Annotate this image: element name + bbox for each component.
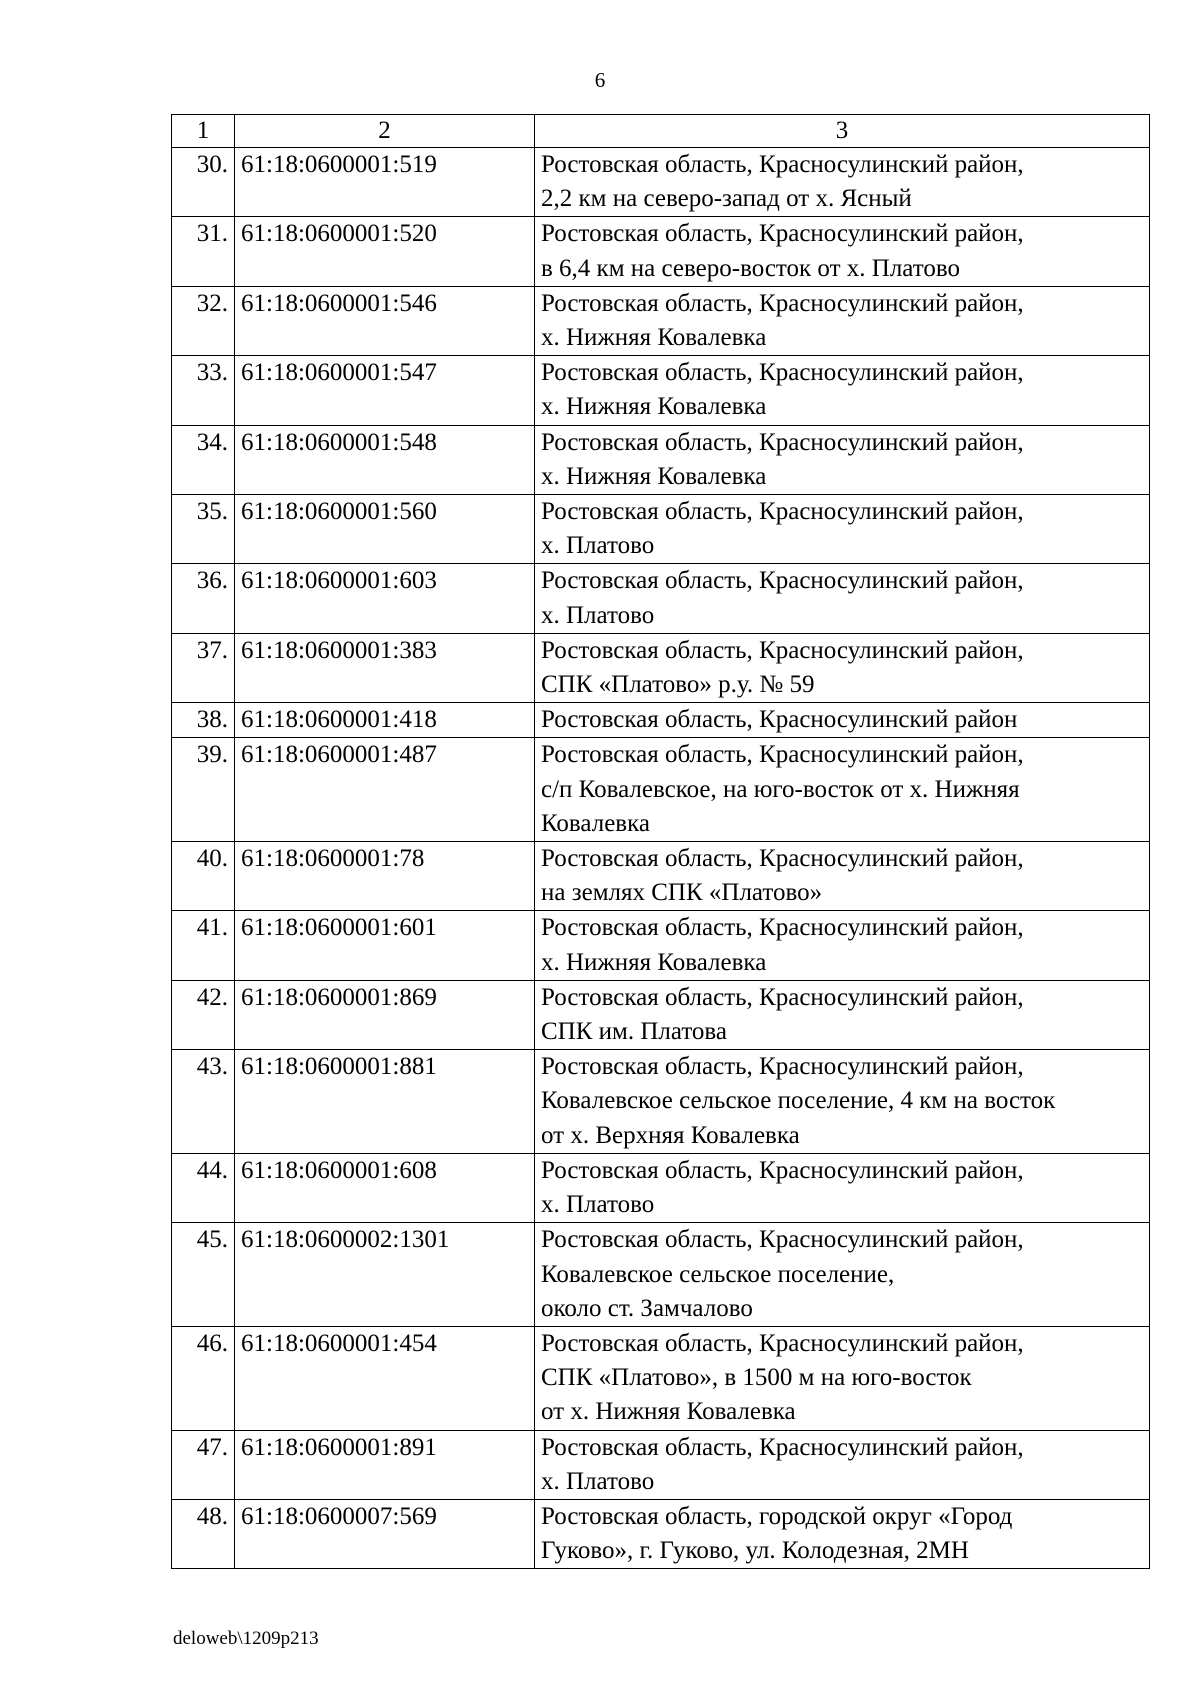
location-address <box>535 1223 1150 1327</box>
address-line: х. Нижняя Ковалевка <box>541 462 767 490</box>
cadastral-number: 61:18:0600001:560 <box>235 495 535 564</box>
address-line: Ростовская область, Красносулинский район, <box>541 1329 1024 1357</box>
location-address <box>535 842 1150 911</box>
address-line: Ростовская область, Красносулинский район, <box>541 428 1024 456</box>
location-address <box>535 633 1150 702</box>
cadastral-number: 61:18:0600001:454 <box>235 1326 535 1430</box>
address-line: от х. Нижняя Ковалевка <box>541 1398 796 1426</box>
address-line: Ростовская область, Красносулинский район <box>541 706 1018 734</box>
cadastral-number: 61:18:0600001:547 <box>235 356 535 425</box>
row-number: 43. <box>172 1050 235 1154</box>
row-number: 45. <box>172 1223 235 1327</box>
address-line: Ростовская область, Красносулинский район, <box>541 359 1024 387</box>
location-address <box>535 1153 1150 1222</box>
table-row <box>172 1499 1150 1568</box>
row-number: 42. <box>172 980 235 1049</box>
cadastral-number: 61:18:0600001:546 <box>235 286 535 355</box>
table-row <box>172 217 1150 286</box>
table-row <box>172 1153 1150 1222</box>
cadastral-number: 61:18:0600001:520 <box>235 217 535 286</box>
header-col-3: 3 <box>535 115 1150 148</box>
cadastral-number: 61:18:0600001:487 <box>235 738 535 842</box>
table-row <box>172 286 1150 355</box>
cadastral-number: 61:18:0600001:78 <box>235 842 535 911</box>
table-row <box>172 495 1150 564</box>
location-address <box>535 1326 1150 1430</box>
row-number: 44. <box>172 1153 235 1222</box>
table-row <box>172 356 1150 425</box>
address-line: Ковалевка <box>541 809 650 837</box>
location-address <box>535 1499 1150 1568</box>
table-row <box>172 633 1150 702</box>
location-address <box>535 1050 1150 1154</box>
address-line: на землях СПК «Платово» <box>541 879 823 907</box>
address-line: Ростовская область, городской округ «Город <box>541 1502 1013 1530</box>
address-line: СПК «Платово» р.у. № 59 <box>541 671 815 699</box>
cadastral-number: 61:18:0600001:608 <box>235 1153 535 1222</box>
cadastral-number: 61:18:0600001:603 <box>235 564 535 633</box>
table-row <box>172 1326 1150 1430</box>
table-row <box>172 911 1150 980</box>
address-line: х. Платово <box>541 1191 655 1219</box>
row-number: 35. <box>172 495 235 564</box>
cadastral-number: 61:18:0600001:881 <box>235 1050 535 1154</box>
row-number: 30. <box>172 148 235 217</box>
cadastral-number: 61:18:0600001:418 <box>235 703 535 738</box>
table-row <box>172 1430 1150 1499</box>
cadastral-number: 61:18:0600001:601 <box>235 911 535 980</box>
address-line: СПК «Платово», в 1500 м на юго-восток <box>541 1364 972 1392</box>
location-address <box>535 980 1150 1049</box>
address-line: Ростовская область, Красносулинский район, <box>541 1433 1024 1461</box>
document-footer-code: deloweb\1209р213 <box>173 1628 319 1649</box>
table-row <box>172 738 1150 842</box>
row-number: 37. <box>172 633 235 702</box>
row-number: 34. <box>172 425 235 494</box>
cadastral-number: 61:18:0600002:1301 <box>235 1223 535 1327</box>
address-line: Ростовская область, Красносулинский район, <box>541 1053 1024 1081</box>
cadastral-number: 61:18:0600007:569 <box>235 1499 535 1568</box>
location-address <box>535 425 1150 494</box>
table-row <box>172 425 1150 494</box>
address-line: х. Нижняя Ковалевка <box>541 948 767 976</box>
address-line: х. Нижняя Ковалевка <box>541 393 767 421</box>
location-address <box>535 286 1150 355</box>
table-row <box>172 980 1150 1049</box>
address-line: Гуково», г. Гуково, ул. Колодезная, 2МН <box>541 1537 969 1565</box>
location-address <box>535 564 1150 633</box>
address-line: 2,2 км на северо-запад от х. Ясный <box>541 185 912 213</box>
table-header-row <box>172 115 1150 148</box>
location-address <box>535 148 1150 217</box>
address-line: в 6,4 км на северо-восток от х. Платово <box>541 254 960 282</box>
location-address <box>535 703 1150 738</box>
table-row <box>172 148 1150 217</box>
row-number: 41. <box>172 911 235 980</box>
row-number: 32. <box>172 286 235 355</box>
table-row <box>172 703 1150 738</box>
address-line: от х. Верхняя Ковалевка <box>541 1121 800 1149</box>
table-row <box>172 1223 1150 1327</box>
row-number: 31. <box>172 217 235 286</box>
table-row <box>172 564 1150 633</box>
address-line: Ростовская область, Красносулинский район, <box>541 151 1024 178</box>
address-line: х. Платово <box>541 601 655 629</box>
row-number: 38. <box>172 703 235 738</box>
table-row <box>172 842 1150 911</box>
table-body <box>172 148 1150 1569</box>
location-address <box>535 911 1150 980</box>
address-line: Ростовская область, Красносулинский район, <box>541 845 1024 873</box>
address-line: около ст. Замчалово <box>541 1294 753 1322</box>
row-number: 48. <box>172 1499 235 1568</box>
cadastral-number: 61:18:0600001:869 <box>235 980 535 1049</box>
row-number: 36. <box>172 564 235 633</box>
location-address <box>535 495 1150 564</box>
page-number: 6 <box>594 68 606 92</box>
row-number: 46. <box>172 1326 235 1430</box>
cadastral-number: 61:18:0600001:519 <box>235 148 535 217</box>
address-line: Ростовская область, Красносулинский район, <box>541 636 1024 664</box>
address-line: Ростовская область, Красносулинский район, <box>541 1156 1024 1184</box>
location-address <box>535 738 1150 842</box>
address-line: х. Платово <box>541 532 655 560</box>
address-line: СПК им. Платова <box>541 1018 727 1046</box>
cadastral-number: 61:18:0600001:383 <box>235 633 535 702</box>
table-row <box>172 1050 1150 1154</box>
location-address <box>535 1430 1150 1499</box>
row-number: 33. <box>172 356 235 425</box>
row-number: 40. <box>172 842 235 911</box>
address-line: Ростовская область, Красносулинский район, <box>541 567 1024 595</box>
header-col-2: 2 <box>235 115 535 148</box>
row-number: 47. <box>172 1430 235 1499</box>
cadastral-number: 61:18:0600001:891 <box>235 1430 535 1499</box>
address-line: с/п Ковалевское, на юго-восток от х. Нижняя <box>541 775 1020 803</box>
row-number: 39. <box>172 738 235 842</box>
address-line: Ростовская область, Красносулинский район, <box>541 914 1024 942</box>
address-line: Ростовская область, Красносулинский район, <box>541 289 1024 317</box>
land-plots-table <box>171 114 1150 1569</box>
address-line: х. Платово <box>541 1467 655 1495</box>
address-line: Ковалевское сельское поселение, <box>541 1260 895 1288</box>
address-line: Ростовская область, Красносулинский район, <box>541 498 1024 526</box>
address-line: Ростовская область, Красносулинский район, <box>541 741 1024 769</box>
address-line: Ростовская область, Красносулинский район, <box>541 983 1024 1011</box>
cadastral-number: 61:18:0600001:548 <box>235 425 535 494</box>
address-line: х. Нижняя Ковалевка <box>541 324 767 352</box>
address-line: Ростовская область, Красносулинский район, <box>541 1226 1024 1254</box>
header-col-1: 1 <box>172 115 235 148</box>
address-line: Ростовская область, Красносулинский район, <box>541 220 1024 248</box>
address-line: Ковалевское сельское поселение, 4 км на восток <box>541 1087 1056 1115</box>
location-address <box>535 356 1150 425</box>
location-address <box>535 217 1150 286</box>
